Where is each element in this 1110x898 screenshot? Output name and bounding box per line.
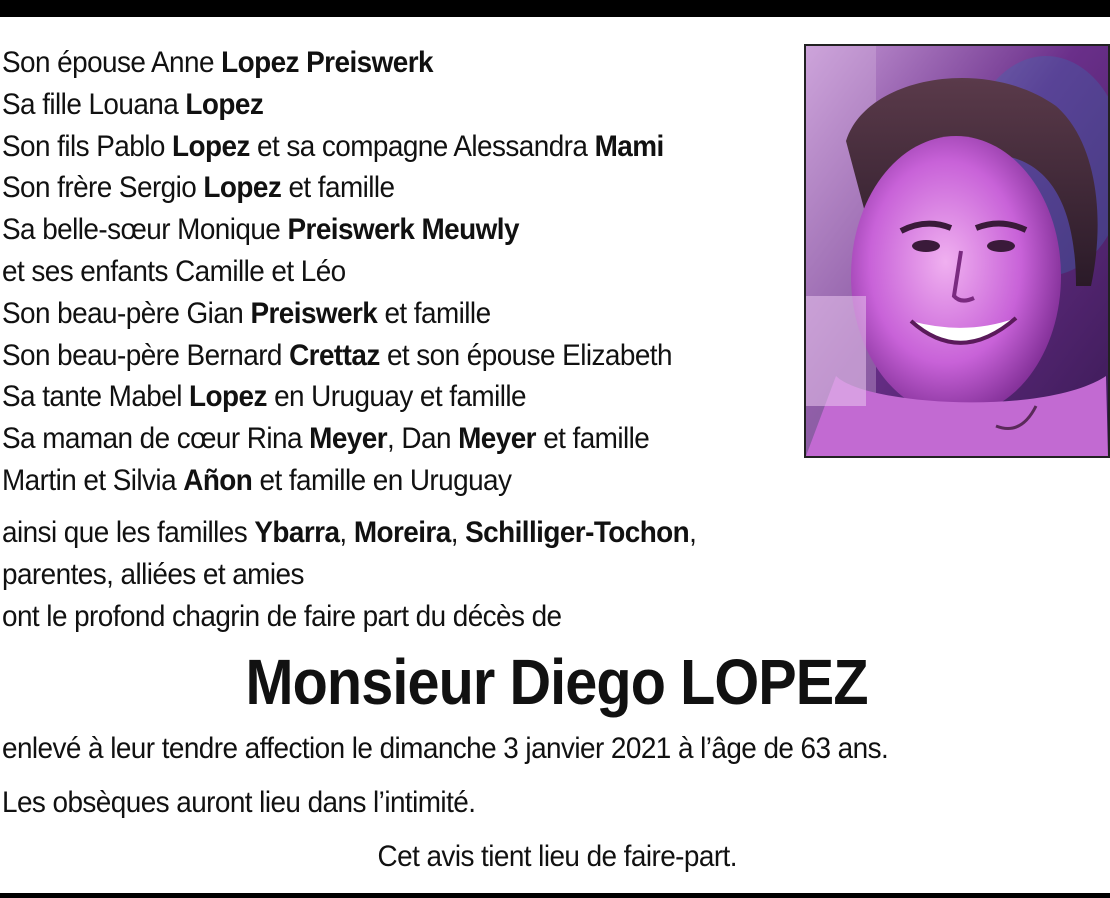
- families-line: [2, 512, 932, 554]
- families-paragraph: [2, 512, 932, 638]
- mourner-line: [2, 460, 737, 502]
- death-notice: enlevé à leur tendre affection le dimanche 3 janvier 2021 à l’âge de 63 ans.: [2, 732, 889, 765]
- mourner-line: [2, 84, 737, 126]
- mourner-line: [2, 209, 737, 251]
- mourner-line: [2, 251, 737, 293]
- line-text: ont le profond chagrin de faire part du décès de: [2, 600, 562, 633]
- surname-text: Mami: [594, 129, 664, 163]
- surname-text: Lopez Preiswerk: [221, 46, 433, 79]
- families-line: [2, 554, 932, 596]
- surname-text: Schilliger-Tochon: [465, 516, 690, 549]
- surname-text: Lopez: [189, 380, 267, 414]
- mourner-line: [2, 376, 737, 418]
- line-text: Son beau-père Gian: [2, 296, 251, 330]
- line-text: ,: [450, 516, 466, 549]
- surname-text: Crettaz: [289, 338, 380, 372]
- portrait-photo-icon: [806, 46, 1108, 456]
- line-text: , Dan: [387, 422, 459, 456]
- line-text: et ses enfants Camille et Léo: [2, 254, 346, 288]
- line-text: Son beau-père Bernard: [2, 338, 290, 372]
- surname-text: Preiswerk: [250, 296, 378, 330]
- mourner-line: [2, 167, 737, 209]
- line-text: et famille: [281, 171, 395, 205]
- mourner-line: [2, 335, 737, 377]
- line-text: et famille: [377, 296, 491, 330]
- surname-text: Lopez: [171, 129, 250, 163]
- line-text: parentes, alliées et amies: [2, 558, 304, 591]
- line-text: ,: [339, 516, 354, 549]
- surname-text: Añon: [183, 463, 253, 497]
- funeral-notice: Les obsèques auront lieu dans l’intimité.: [2, 786, 476, 819]
- deceased-name-text: Monsieur Diego LOPEZ: [245, 646, 869, 718]
- line-text: Sa tante Mabel: [2, 380, 190, 414]
- obituary-notice: [2, 0, 1110, 898]
- line-text: en Uruguay et famille: [266, 380, 526, 414]
- line-text: Sa belle-sœur Monique: [2, 213, 288, 247]
- portrait-photo: [804, 44, 1110, 458]
- line-text: et sa compagne Alessandra: [249, 129, 595, 163]
- surname-text: Moreira: [353, 516, 451, 549]
- surname-text: Preiswerk Meuwly: [287, 213, 519, 247]
- mourner-line: [2, 293, 737, 335]
- mourner-line: [2, 418, 737, 460]
- closing-notice: [2, 837, 1110, 877]
- deceased-name: [2, 642, 1110, 722]
- surname-text: Meyer: [458, 422, 536, 456]
- surname-text: Lopez: [185, 87, 264, 121]
- surname-text: Lopez: [203, 171, 282, 205]
- line-text: Son épouse Anne: [2, 46, 222, 79]
- line-text: et famille en Uruguay: [252, 463, 512, 497]
- line-text: Sa maman de cœur Rina: [2, 422, 310, 456]
- line-text: ainsi que les familles: [2, 516, 255, 549]
- mourner-line: [2, 126, 737, 168]
- line-text: Sa fille Louana: [2, 87, 186, 121]
- mourner-line: [2, 42, 737, 84]
- line-text: Son fils Pablo: [2, 129, 172, 163]
- surname-text: Meyer: [309, 422, 388, 456]
- line-text: Martin et Silvia: [2, 463, 184, 497]
- line-text: ,: [689, 516, 697, 549]
- families-line: [2, 596, 932, 638]
- surname-text: Ybarra: [254, 516, 340, 549]
- line-text: Son frère Sergio: [2, 171, 204, 205]
- mourners-list: [2, 42, 737, 502]
- bottom-rule: [0, 893, 1110, 898]
- line-text: et famille: [535, 422, 650, 456]
- closing-notice-text: Cet avis tient lieu de faire-part.: [377, 840, 737, 873]
- line-text: et son épouse Elizabeth: [379, 338, 672, 372]
